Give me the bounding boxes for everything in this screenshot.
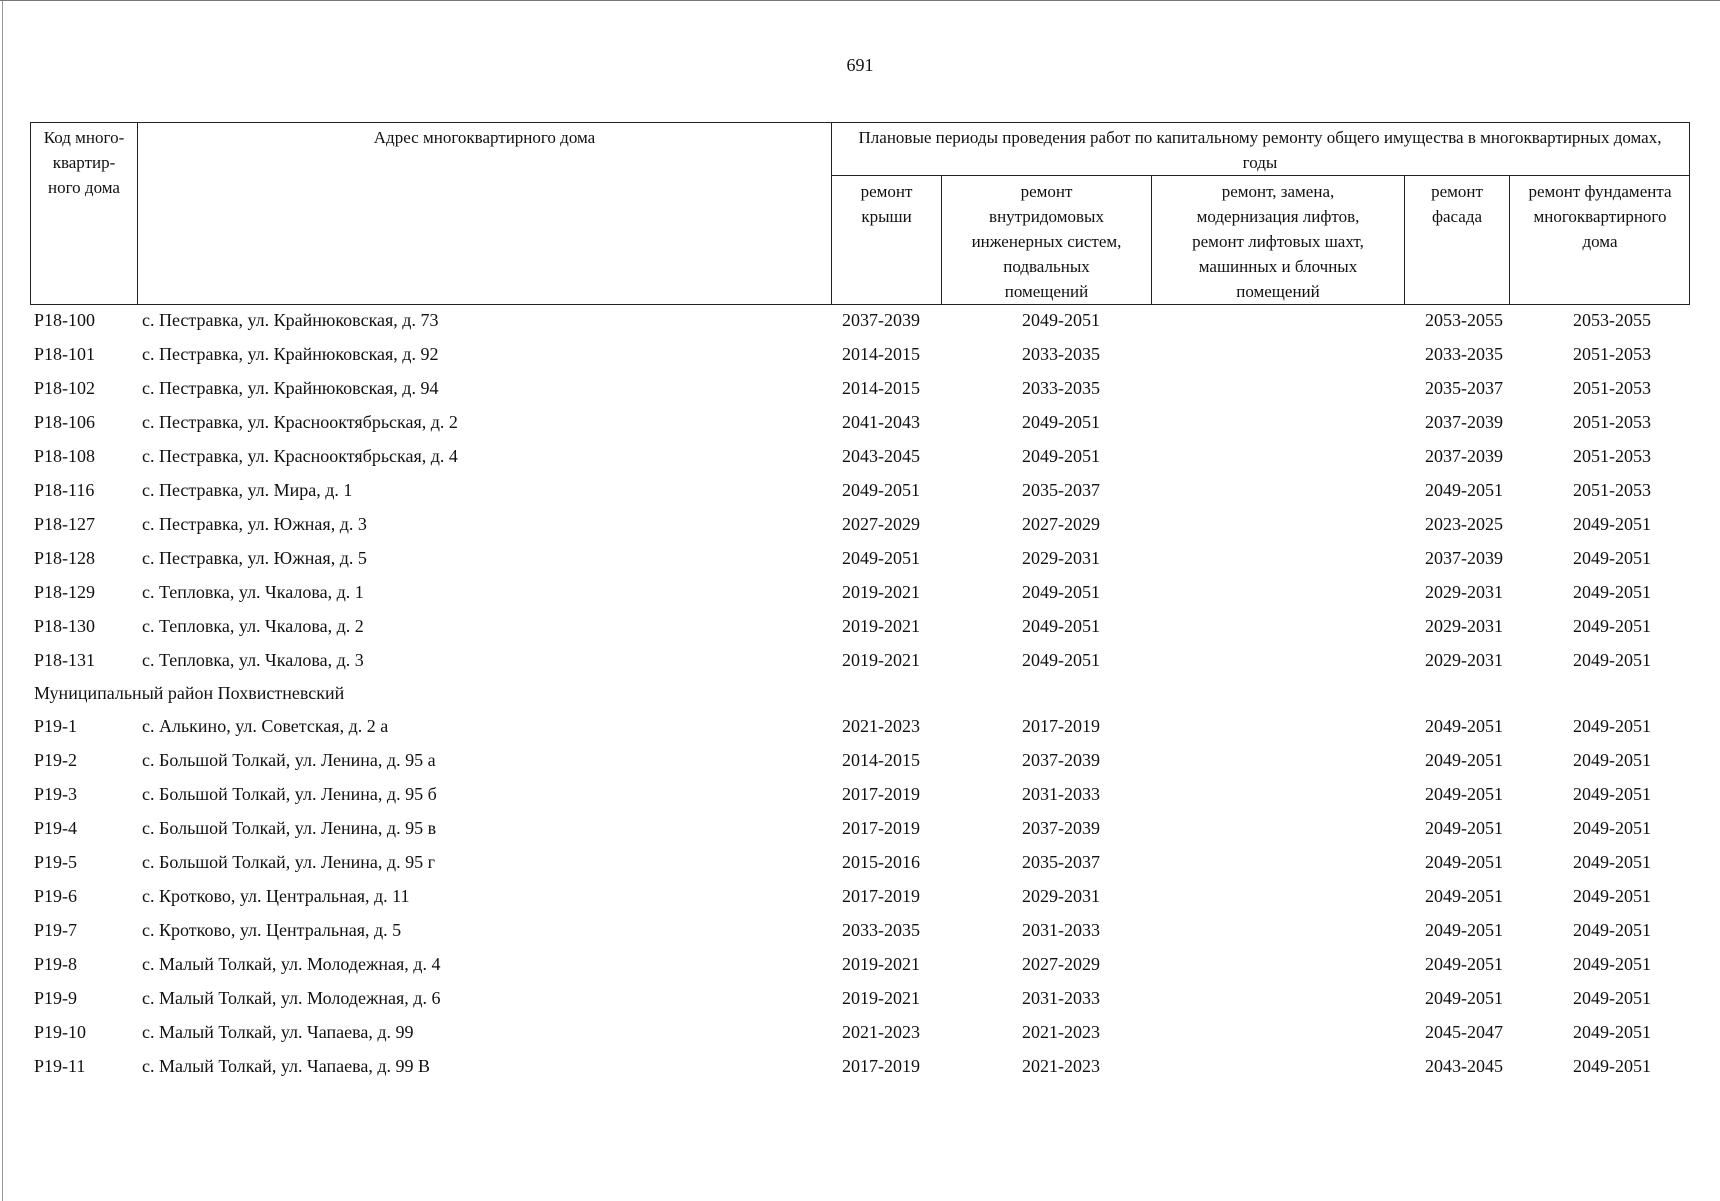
cell-address: с. Малый Толкай, ул. Молодежная, д. 4: [142, 954, 441, 974]
cell-engineering: 2049-2051: [1022, 582, 1100, 602]
cell-engineering: 2049-2051: [1022, 446, 1100, 466]
table-row: [30, 709, 1690, 743]
cell-foundation: 2049-2051: [1573, 616, 1651, 636]
cell-engineering: 2017-2019: [1022, 716, 1100, 736]
cell-address: с. Большой Толкай, ул. Ленина, д. 95 а: [142, 750, 436, 770]
cell-facade: 2023-2025: [1425, 514, 1503, 534]
cell-address: с. Кротково, ул. Центральная, д. 11: [142, 886, 410, 906]
table-row: [30, 1049, 1690, 1083]
cell-facade: 2045-2047: [1425, 1022, 1503, 1042]
table-row: [30, 575, 1690, 609]
cell-code: P18-101: [34, 344, 96, 364]
page-number: 691: [846, 55, 874, 75]
cell-roof: 2043-2045: [842, 446, 920, 466]
cell-facade: 2049-2051: [1425, 750, 1503, 770]
table-row: [30, 845, 1690, 879]
cell-address: с. Пестравка, ул. Мира, д. 1: [142, 480, 353, 500]
cell-foundation: 2049-2051: [1573, 954, 1651, 974]
cell-engineering: 2031-2033: [1022, 988, 1100, 1008]
cell-code: P19-4: [34, 818, 78, 838]
cell-facade: 2043-2045: [1425, 1056, 1503, 1076]
cell-facade: 2033-2035: [1425, 344, 1503, 364]
cell-engineering: 2031-2033: [1022, 784, 1100, 804]
cell-foundation: 2049-2051: [1573, 750, 1651, 770]
cell-address: с. Пестравка, ул. Южная, д. 5: [142, 548, 367, 568]
cell-facade: 2037-2039: [1425, 548, 1503, 568]
table-row: [30, 879, 1690, 913]
header-engineering: ремонт внутридомовых инженерных систем, подвальных помещений: [971, 182, 1122, 301]
cell-roof: 2049-2051: [842, 480, 920, 500]
cell-engineering: 2049-2051: [1022, 616, 1100, 636]
cell-code: P19-10: [34, 1022, 87, 1042]
table-row: [30, 811, 1690, 845]
cell-facade: 2049-2051: [1425, 818, 1503, 838]
cell-address: с. Большой Толкай, ул. Ленина, д. 95 б: [142, 784, 437, 804]
cell-facade: 2049-2051: [1425, 988, 1503, 1008]
cell-foundation: 2049-2051: [1573, 582, 1651, 602]
table-row: [30, 371, 1690, 405]
cell-foundation: 2049-2051: [1573, 920, 1651, 940]
header-facade: ремонт фасада: [1431, 182, 1483, 226]
cell-facade: 2053-2055: [1425, 310, 1503, 330]
table-row: [30, 405, 1690, 439]
cell-code: P19-8: [34, 954, 78, 974]
header-divider: [831, 175, 1689, 176]
cell-code: P19-3: [34, 784, 78, 804]
cell-engineering: 2049-2051: [1022, 310, 1100, 330]
cell-address: с. Пестравка, ул. Краснооктябрьская, д. 2: [142, 412, 458, 432]
table-row: [30, 303, 1690, 337]
cell-roof: 2015-2016: [842, 852, 920, 872]
cell-facade: 2049-2051: [1425, 954, 1503, 974]
cell-foundation: 2049-2051: [1573, 1022, 1651, 1042]
cell-roof: 2017-2019: [842, 1056, 920, 1076]
cell-facade: 2037-2039: [1425, 412, 1503, 432]
cell-foundation: 2049-2051: [1573, 650, 1651, 670]
header-foundation: ремонт фундамента многоквартирного дома: [1528, 182, 1672, 251]
cell-code: P19-6: [34, 886, 78, 906]
table-row: [30, 913, 1690, 947]
header-roof: ремонт крыши: [860, 182, 913, 226]
cell-facade: 2049-2051: [1425, 480, 1503, 500]
cell-code: P19-1: [34, 716, 78, 736]
cell-facade: 2049-2051: [1425, 784, 1503, 804]
cell-roof: 2021-2023: [842, 716, 920, 736]
cell-facade: 2049-2051: [1425, 716, 1503, 736]
cell-code: P19-2: [34, 750, 78, 770]
cell-foundation: 2051-2053: [1573, 412, 1651, 432]
cell-engineering: 2037-2039: [1022, 750, 1100, 770]
cell-foundation: 2049-2051: [1573, 818, 1651, 838]
cell-code: P18-108: [34, 446, 96, 466]
cell-engineering: 2033-2035: [1022, 344, 1100, 364]
cell-engineering: 2037-2039: [1022, 818, 1100, 838]
cell-roof: 2049-2051: [842, 548, 920, 568]
cell-code: P18-106: [34, 412, 96, 432]
cell-code: P19-7: [34, 920, 78, 940]
cell-code: P18-131: [34, 650, 96, 670]
cell-code: P18-100: [34, 310, 96, 330]
cell-roof: 2017-2019: [842, 784, 920, 804]
cell-foundation: 2049-2051: [1573, 988, 1651, 1008]
cell-engineering: 2035-2037: [1022, 480, 1100, 500]
cell-roof: 2027-2029: [842, 514, 920, 534]
table-row: [30, 981, 1690, 1015]
cell-code: P18-127: [34, 514, 96, 534]
table-row: [30, 743, 1690, 777]
cell-address: с. Пестравка, ул. Крайнюковская, д. 92: [142, 344, 439, 364]
table-row: [30, 473, 1690, 507]
cell-roof: 2037-2039: [842, 310, 920, 330]
cell-code: P18-128: [34, 548, 96, 568]
cell-foundation: 2049-2051: [1573, 886, 1651, 906]
table-row: [30, 1015, 1690, 1049]
header-lift: ремонт, замена, модернизация лифтов, ремонт лифтовых шахт, машинных и блочных помещений: [1192, 182, 1364, 301]
table-row: [30, 609, 1690, 643]
cell-foundation: 2053-2055: [1573, 310, 1651, 330]
table-row: [30, 507, 1690, 541]
table-row: [30, 643, 1690, 677]
header-divider: [137, 123, 138, 304]
table-row: [30, 337, 1690, 371]
cell-facade: 2049-2051: [1425, 920, 1503, 940]
cell-roof: 2019-2021: [842, 616, 920, 636]
cell-roof: 2041-2043: [842, 412, 920, 432]
cell-address: с. Пестравка, ул. Краснооктябрьская, д. 4: [142, 446, 458, 466]
cell-code: P18-130: [34, 616, 96, 636]
cell-engineering: 2021-2023: [1022, 1056, 1100, 1076]
cell-foundation: 2051-2053: [1573, 480, 1651, 500]
table-row: [30, 777, 1690, 811]
cell-foundation: 2051-2053: [1573, 344, 1651, 364]
header-periods: Плановые периоды проведения работ по капитальному ремонту общего имущества в многоквартирных домах, годы: [858, 128, 1662, 172]
cell-foundation: 2049-2051: [1573, 852, 1651, 872]
cell-roof: 2014-2015: [842, 750, 920, 770]
cell-code: P18-116: [34, 480, 95, 500]
cell-roof: 2019-2021: [842, 954, 920, 974]
cell-roof: 2014-2015: [842, 344, 920, 364]
cell-foundation: 2049-2051: [1573, 514, 1651, 534]
cell-foundation: 2051-2053: [1573, 446, 1651, 466]
cell-roof: 2017-2019: [842, 818, 920, 838]
cell-roof: 2014-2015: [842, 378, 920, 398]
cell-facade: 2029-2031: [1425, 616, 1503, 636]
cell-facade: 2029-2031: [1425, 582, 1503, 602]
cell-address: с. Большой Толкай, ул. Ленина, д. 95 в: [142, 818, 437, 838]
cell-foundation: 2049-2051: [1573, 784, 1651, 804]
table-row: [30, 541, 1690, 575]
cell-code: P18-102: [34, 378, 96, 398]
cell-address: с. Тепловка, ул. Чкалова, д. 2: [142, 616, 364, 636]
cell-code: P19-5: [34, 852, 78, 872]
cell-address: с. Малый Толкай, ул. Чапаева, д. 99: [142, 1022, 414, 1042]
cell-address: с. Тепловка, ул. Чкалова, д. 3: [142, 650, 364, 670]
cell-roof: 2017-2019: [842, 886, 920, 906]
cell-code: P18-129: [34, 582, 96, 602]
cell-engineering: 2021-2023: [1022, 1022, 1100, 1042]
cell-foundation: 2051-2053: [1573, 378, 1651, 398]
cell-engineering: 2035-2037: [1022, 852, 1100, 872]
cell-roof: 2019-2021: [842, 988, 920, 1008]
table-row: [30, 439, 1690, 473]
table-row: [30, 947, 1690, 981]
cell-roof: 2019-2021: [842, 582, 920, 602]
cell-foundation: 2049-2051: [1573, 716, 1651, 736]
section-title: Муниципальный район Похвистневский: [34, 683, 345, 703]
cell-code: P19-9: [34, 988, 78, 1008]
cell-engineering: 2031-2033: [1022, 920, 1100, 940]
cell-engineering: 2029-2031: [1022, 548, 1100, 568]
cell-engineering: 2027-2029: [1022, 954, 1100, 974]
cell-address: с. Алькино, ул. Советская, д. 2 а: [142, 716, 389, 736]
scan-edge: [2, 1, 3, 1201]
cell-foundation: 2049-2051: [1573, 548, 1651, 568]
cell-address: с. Пестравка, ул. Крайнюковская, д. 94: [142, 378, 439, 398]
cell-roof: 2021-2023: [842, 1022, 920, 1042]
cell-roof: 2033-2035: [842, 920, 920, 940]
cell-engineering: 2027-2029: [1022, 514, 1100, 534]
cell-engineering: 2029-2031: [1022, 886, 1100, 906]
cell-facade: 2049-2051: [1425, 852, 1503, 872]
header-address: Адрес многоквартирного дома: [373, 128, 596, 147]
cell-address: с. Малый Толкай, ул. Чапаева, д. 99 В: [142, 1056, 430, 1076]
cell-facade: 2029-2031: [1425, 650, 1503, 670]
cell-engineering: 2049-2051: [1022, 650, 1100, 670]
cell-facade: 2037-2039: [1425, 446, 1503, 466]
cell-address: с. Кротково, ул. Центральная, д. 5: [142, 920, 402, 940]
cell-address: с. Пестравка, ул. Крайнюковская, д. 73: [142, 310, 439, 330]
cell-address: с. Большой Толкай, ул. Ленина, д. 95 г: [142, 852, 435, 872]
cell-facade: 2049-2051: [1425, 886, 1503, 906]
cell-code: P19-11: [34, 1056, 86, 1076]
table-header: [30, 122, 1690, 305]
cell-facade: 2035-2037: [1425, 378, 1503, 398]
cell-foundation: 2049-2051: [1573, 1056, 1651, 1076]
cell-address: с. Пестравка, ул. Южная, д. 3: [142, 514, 367, 534]
cell-engineering: 2033-2035: [1022, 378, 1100, 398]
cell-address: с. Тепловка, ул. Чкалова, д. 1: [142, 582, 364, 602]
cell-roof: 2019-2021: [842, 650, 920, 670]
cell-address: с. Малый Толкай, ул. Молодежная, д. 6: [142, 988, 441, 1008]
header-code: Код много- квартир- ного дома: [43, 128, 125, 197]
cell-engineering: 2049-2051: [1022, 412, 1100, 432]
